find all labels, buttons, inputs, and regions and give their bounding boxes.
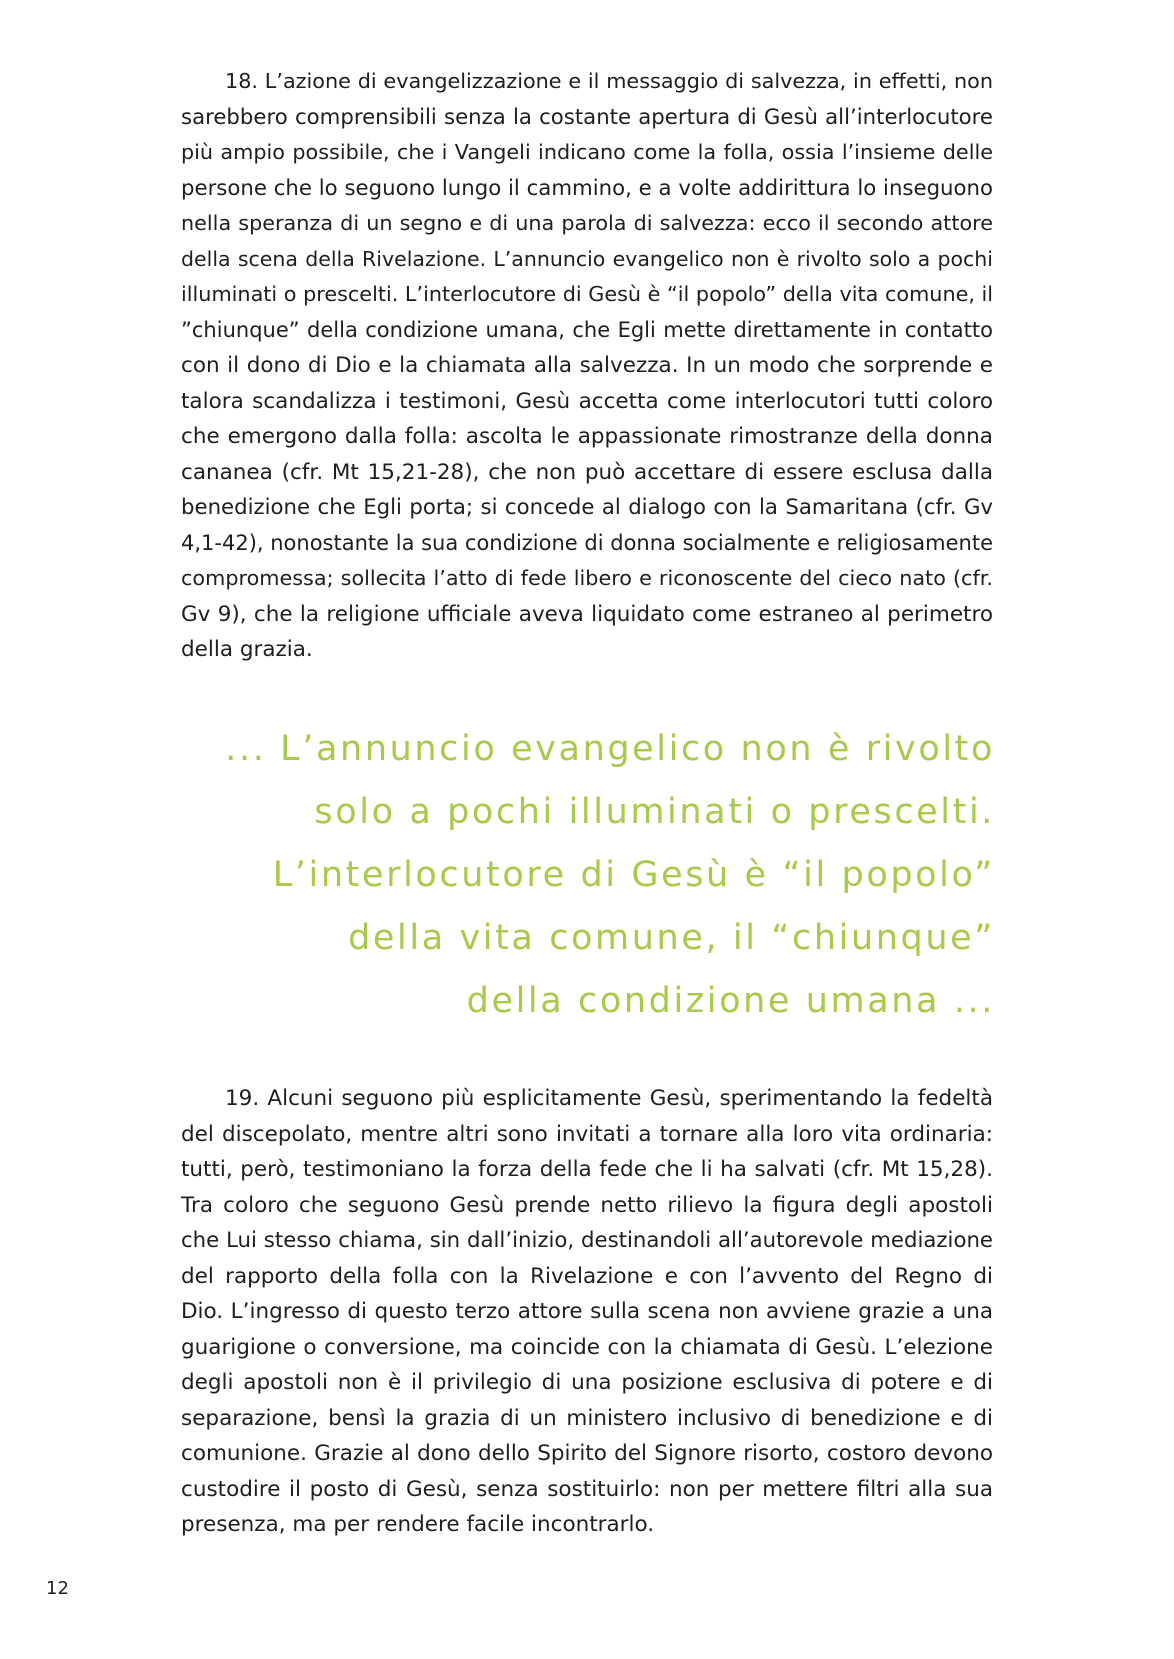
text-line: presenza, ma per rendere facile incontrarlo. — [181, 1512, 655, 1537]
paragraph-18 — [181, 64, 993, 668]
text-line: della scena della Rivelazione. L’annuncio evangelico non è rivolto solo a pochi — [181, 246, 993, 271]
text-line: compromessa; sollecita l’atto di fede libero e riconoscente del cieco nato (cfr. — [181, 566, 993, 590]
page-number: 12 — [46, 1578, 69, 1599]
text-line: 4,1-42), nonostante la sua condizione di donna socialmente e religiosamente — [181, 530, 993, 555]
text-line: comunione. Grazie al dono dello Spirito del Signore risorto, costoro devono — [181, 1441, 993, 1466]
text-line: separazione, bensì la grazia di un ministero inclusivo di benedizione e di — [181, 1405, 993, 1431]
text-line: che Lui stesso chiama, sin dall’inizio, destinandoli all’autorevole mediazione — [181, 1228, 993, 1253]
text-line: Dio. L’ingresso di questo terzo attore sulla scena non avviene grazie a una — [181, 1299, 993, 1324]
text-line: più ampio possibile, che i Vangeli indicano come la folla, ossia l’insieme delle — [181, 140, 993, 164]
text-line: 19. Alcuni seguono più esplicitamente Gesù, sperimentando la fedeltà — [225, 1086, 993, 1111]
text-line: del rapporto della folla con la Rivelazione e con l’avvento del Regno di — [181, 1263, 993, 1289]
quote-line: della condizione umana ... — [466, 981, 995, 1021]
text-line: degli apostoli non è il privilegio di una posizione esclusiva di potere e di — [181, 1370, 993, 1395]
quote-line: L’interlocutore di Gesù è “il popolo” — [272, 855, 995, 895]
text-line: talora scandalizza i testimoni, Gesù accetta come interlocutori tutti coloro — [181, 388, 993, 414]
text-line: benedizione che Egli porta; si concede al dialogo con la Samaritana (cfr. Gv — [181, 495, 993, 520]
paragraph-19 — [181, 1081, 993, 1543]
text-line: che emergono dalla folla: ascolta le appassionate rimostranze della donna — [181, 424, 993, 449]
text-line: sarebbero comprensibili senza la costante apertura di Gesù all’interlocutore — [181, 104, 993, 130]
text-line: 18. L’azione di evangelizzazione e il messaggio di salvezza, in effetti, non — [225, 69, 993, 93]
quote-line: ... L’annuncio evangelico non è rivolto — [225, 729, 995, 769]
text-line: Gv 9), che la religione ufficiale aveva liquidato come estraneo al perimetro — [181, 601, 993, 627]
text-line: tutti, però, testimoniano la forza della fede che li ha salvati (cfr. Mt 15,28). — [181, 1157, 993, 1182]
text-line: ”chiunque” della condizione umana, che Egli mette direttamente in contatto — [181, 317, 993, 342]
text-line: nella speranza di un segno e di una parola di salvezza: ecco il secondo attore — [181, 211, 993, 235]
pull-quote — [190, 718, 995, 1033]
quote-line: della vita comune, il “chiunque” — [348, 918, 995, 958]
text-line: illuminati o prescelti. L’interlocutore di Gesù è “il popolo” della vita comune, il — [181, 282, 994, 306]
text-line: del discepolato, mentre altri sono invitati a tornare alla loro vita ordinaria: — [181, 1121, 993, 1147]
text-line: custodire il posto di Gesù, senza sostituirlo: non per mettere filtri alla sua — [181, 1476, 993, 1502]
text-line: Tra coloro che seguono Gesù prende netto rilievo la figura degli apostoli — [181, 1192, 993, 1218]
text-line: persone che lo seguono lungo il cammino, e a volte addirittura lo inseguono — [181, 175, 993, 201]
quote-line: solo a pochi illuminati o prescelti. — [314, 792, 995, 832]
text-line: cananea (cfr. Mt 15,21-28), che non può accettare di essere esclusa dalla — [181, 459, 993, 485]
text-line: con il dono di Dio e la chiamata alla salvezza. In un modo che sorprende e — [181, 353, 993, 378]
text-line: guarigione o conversione, ma coincide con la chiamata di Gesù. L’elezione — [181, 1334, 993, 1360]
text-line: della grazia. — [181, 637, 313, 662]
